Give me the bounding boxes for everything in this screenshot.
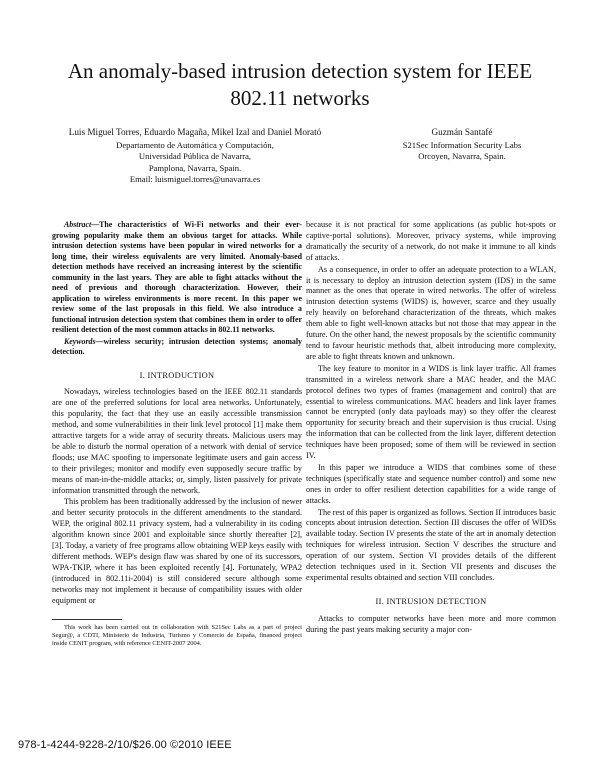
author-names-right: Guzmán Santafé [431, 127, 493, 137]
affiliation-line: Pamplona, Navarra, Spain. [148, 162, 242, 173]
abstract-text: —The characteristics of Wi-Fi networks and their ever-growing popularity make them an obvious target for attacks. While intrusion detection systems have been popular in wired networks for a long time, their wireless equivalents are very limited. Anomaly-based detection methods have received an increasing interest by the scientific community in the last years. They are able to fight attacks without the need of previous and thorough characterization. However, their application to wireless environments is more recent. In this paper we review some of the last proposals in this field. We also introduce a functional intrusion detection system that combines them in order to offer resilient detection of the most common attacks in 802.11 networks. [52, 220, 302, 334]
body-paragraph: This problem has been traditionally addressed by the inclusion of newer and better security protocols in the different amendments to the standard. WEP, the original 802.11 privacy system, had a vulnerability in its coding algorithm known since 2001 and exploitable since shortly thereafter [2], [3]. Today, a variety of free programs allow obtaining WEP keys easily with different methods. WEP's design flaw was shared by one of its successors, WPA-TKIP, where it has been exploited recently [4]. Fortunately, WPA2 (introduced in 802.11i-2004) is still considered secure although some networks may not implement it because of compatibility issues with older equipment or [52, 497, 302, 605]
body-paragraph: The key feature to monitor in a WIDS is link layer traffic. All frames transmitted in a wireless network share a MAC header, and the MAC protocol defines two types of frames (management and control) that are essential to wireless communications. MAC headers and link layer frames cannot be encrypted (only data payloads may) so they offer the clearest opportunity for security breach and their supervision is thus crucial. Using the information that can be collected from the link layer, different detection techniques have been proposed; some of them will be reviewed in section IV. [306, 363, 556, 461]
affiliation-line: Departamento de Automática y Computación, [116, 139, 274, 150]
body-paragraph: because it is not practical for some applications (as public hot-spots or captive-portal solutions). Moreover, privacy systems, while improving dramatically the security of a network, do not make it immune to all kinds of attacks. [306, 220, 556, 262]
author-email: Email: luismiguel.torres@unavarra.es [129, 174, 261, 185]
body-paragraph: Attacks to computer networks have been more and more common during the past years making security a major con- [306, 613, 556, 634]
section-heading-intrusion-detection: II. INTRUSION DETECTION [375, 596, 487, 606]
author-names-left: Luis Miguel Torres, Eduardo Magaña, Mikel Izal and Daniel Morató [68, 127, 322, 137]
affiliation-line: Orcoyen, Navarra, Spain. [418, 151, 506, 162]
affiliation-line: S21Sec Information Security Labs [402, 139, 522, 150]
body-paragraph: Nowadays, wireless technologies based on the IEEE 802.11 standards are one of the preferred solutions for local area networks. Unfortunately, this popularity, the fact that they use an easily accessible transmission method, and some vulnerabilities in their link level protocol [1] make them attractive targets for a wide array of security threats. Malicious users may be able to disturb the normal operation of a network with denial of service floods; use MAC spoofing to impersonate legitimate users and gain access to their privileges; monitor and modify even supposedly secure traffic by means of man-in-the-middle attacks; or, simply, listen passively for private information transmitted through the network. [52, 387, 302, 495]
footnote: This work has been carried out in collaboration with S21Sec Labs as a part of project Segur@, a CDTI, Ministerio de Industria, Turismo y Comercio de España, financed project inside CENIT program, with reference CENIT-2007 2004. [52, 623, 302, 647]
abstract-lead: Abstract [64, 220, 92, 229]
author-block-left [20, 127, 370, 186]
section-heading-introduction: I. INTRODUCTION [139, 370, 215, 380]
left-column [52, 220, 302, 649]
keywords-text: —wireless security; intrusion detection systems; anomaly detection. [52, 336, 302, 356]
right-column [306, 220, 556, 637]
keywords-lead: Keywords [64, 336, 96, 346]
author-block-right [360, 127, 564, 163]
body-paragraph: In this paper we introduce a WIDS that combines some of these techniques (specifically state and sequence number control) and some new ones in order to offer resilient detection capabilities for a wide range of attacks. [306, 462, 556, 505]
copyright-notice: 978-1-4244-9228-2/10/$26.00 ©2010 IEEE [18, 739, 232, 751]
footnote-rule [52, 619, 122, 620]
keywords [52, 337, 302, 358]
body-paragraph: As a consequence, in order to offer an adequate protection to a WLAN, it is necessary to deploy an intrusion detection system (IDS) in the same manner as the ones that operate in wired networks. The offer of wireless intrusion detection systems (WIDS) is, however, scarce and they usually rely heavily on beforehand characterization of the threats, which makes them able to fight well-known attacks but not those that may appear in the future. On the other hand, the newest proposals by the scientific community tend to favour heuristic methods that, albeit introducing more complexity, are able to fight threats known and unknown. [306, 264, 556, 361]
affiliation-line: Universidad Pública de Navarra, [138, 151, 252, 162]
paper-title: An anomaly-based intrusion detection system for IEEE 802.11 networks [67, 59, 533, 110]
body-paragraph: The rest of this paper is organized as follows. Section II introduces basic concepts about intrusion detection. Section III discuses the offer of WIDSs available today. Section IV presents the state of the art in anomaly detection techniques for wireless intrusion. Section V describes the structure and operation of our system. Section VI provides details of the different detection techniques used in it. Section VII presents and discuses the experimental results obtained and section VIII concludes. [306, 507, 556, 582]
abstract [52, 220, 302, 336]
